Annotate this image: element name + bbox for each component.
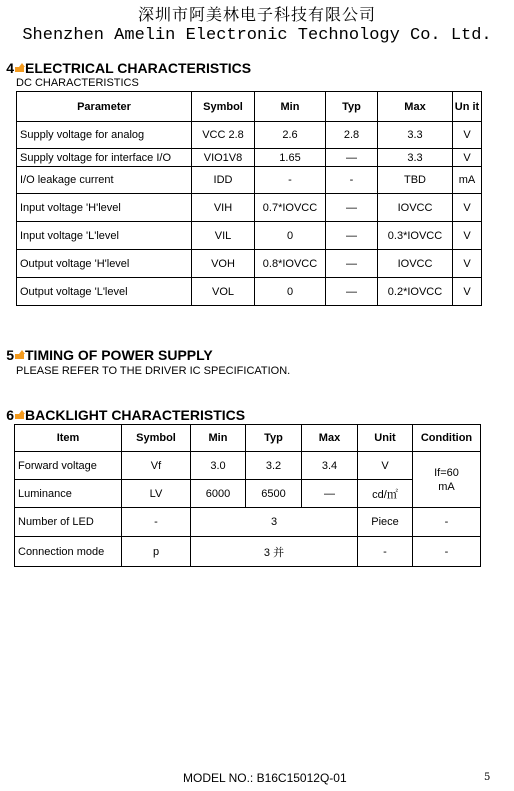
table-cell: mA [453, 167, 482, 194]
table-cell: 3.3 [378, 149, 453, 167]
header-cell: Max [378, 92, 453, 122]
table-cell: VIO1V8 [192, 149, 255, 167]
section-heading: BACKLIGHT CHARACTERISTICS [25, 407, 246, 423]
table-cell: IDD [192, 167, 255, 194]
footer-model-number: MODEL NO.: B16C15012Q-01 [183, 771, 347, 785]
table-cell: 2.8 [326, 122, 378, 149]
table-cell: Piece [358, 508, 413, 537]
page-number: 5 [484, 772, 491, 783]
section-title-timing [4, 347, 213, 363]
table-cell: IOVCC [378, 194, 453, 222]
table-cell: V [453, 122, 482, 149]
table-row [15, 480, 481, 508]
header-cell: Un it [453, 92, 482, 122]
table-cell: Number of LED [15, 508, 122, 537]
table-cell: — [326, 149, 378, 167]
table-cell: V [453, 278, 482, 306]
table-row [17, 122, 482, 149]
table-cell: Supply voltage for analog [17, 122, 192, 149]
table-row [15, 452, 481, 480]
table-cell: Supply voltage for interface I/O [17, 149, 192, 167]
section-heading: ELECTRICAL CHARACTERISTICS [25, 60, 252, 76]
header-cell: Symbol [122, 425, 191, 452]
table-cell: 3 [191, 508, 358, 537]
table-cell: - [413, 537, 481, 567]
header-cell: Min [191, 425, 246, 452]
table-cell: 0 [255, 222, 326, 250]
table-row [17, 222, 482, 250]
table-cell: - [122, 508, 191, 537]
table-row [17, 167, 482, 194]
table-cell: Output voltage 'L'level [17, 278, 192, 306]
table-cell: Input voltage 'H'level [17, 194, 192, 222]
table-cell: VOH [192, 250, 255, 278]
table-cell: 3.3 [378, 122, 453, 149]
table-cell: V [358, 452, 413, 480]
header-cell: Typ [246, 425, 302, 452]
table-cell: I/O leakage current [17, 167, 192, 194]
table-cell: 3.0 [191, 452, 246, 480]
table-cell: - [326, 167, 378, 194]
table-cell: 1.65 [255, 149, 326, 167]
table-row [17, 278, 482, 306]
table-row [17, 250, 482, 278]
table-cell: Connection mode [15, 537, 122, 567]
table-cell: 0.2*IOVCC [378, 278, 453, 306]
section-title-electrical [4, 60, 251, 76]
table-cell: 0.3*IOVCC [378, 222, 453, 250]
table-cell: IOVCC [378, 250, 453, 278]
header-cell: Min [255, 92, 326, 122]
table-cell: — [326, 250, 378, 278]
header-cell: Parameter [17, 92, 192, 122]
table-cell: V [453, 149, 482, 167]
orange-arrow-icon [15, 350, 24, 359]
section-heading: TIMING OF POWER SUPPLY [25, 347, 213, 363]
header-cell: Condition [413, 425, 481, 452]
table-header-row [17, 92, 482, 122]
orange-arrow-icon [15, 410, 24, 419]
section-subtitle-dc: DC CHARACTERISTICS [16, 77, 139, 89]
table-cell: 6500 [246, 480, 302, 508]
company-name-english: Shenzhen Amelin Electronic Technology Co. Ltd. [22, 26, 492, 45]
table-cell: V [453, 222, 482, 250]
table-row [15, 537, 481, 567]
table-cell: 2.6 [255, 122, 326, 149]
table-cell: V [453, 194, 482, 222]
header-cell: Typ [326, 92, 378, 122]
table-cell: — [326, 194, 378, 222]
table-cell: VCC 2.8 [192, 122, 255, 149]
section-number: 6 [6, 407, 14, 423]
header-cell: Item [15, 425, 122, 452]
header-cell: Max [302, 425, 358, 452]
company-name-chinese: 深圳市阿美林电子科技有限公司 [137, 5, 376, 24]
header-cell: Unit [358, 425, 413, 452]
table-cell: 0.8*IOVCC [255, 250, 326, 278]
table-cell: - [255, 167, 326, 194]
table-cell: VIH [192, 194, 255, 222]
table-cell: Vf [122, 452, 191, 480]
section-title-backlight [4, 407, 245, 423]
section-number: 5 [6, 347, 14, 363]
table-cell: LV [122, 480, 191, 508]
table-cell: cd/㎡ [358, 480, 413, 508]
table-cell: Luminance [15, 480, 122, 508]
table-cell: Forward voltage [15, 452, 122, 480]
table-row [15, 508, 481, 537]
table-cell: Output voltage 'H'level [17, 250, 192, 278]
table-cell: 0.7*IOVCC [255, 194, 326, 222]
condition-cell: If=60 mA [413, 452, 481, 508]
table-cell: 6000 [191, 480, 246, 508]
table-cell: VIL [192, 222, 255, 250]
section-note-timing: PLEASE REFER TO THE DRIVER IC SPECIFICATION. [16, 365, 291, 377]
table-header-row [15, 425, 481, 452]
table-cell: — [326, 222, 378, 250]
section-number: 4 [6, 60, 14, 76]
header-cell: Symbol [192, 92, 255, 122]
table-cell: p [122, 537, 191, 567]
dc-characteristics-table [16, 91, 482, 306]
orange-arrow-icon [15, 63, 24, 72]
table-cell: 3.2 [246, 452, 302, 480]
table-cell: Input voltage 'L'level [17, 222, 192, 250]
table-cell: - [358, 537, 413, 567]
table-cell: 3 并 [191, 537, 358, 567]
table-cell: — [302, 480, 358, 508]
table-cell: 0 [255, 278, 326, 306]
table-cell: — [326, 278, 378, 306]
table-row [17, 149, 482, 167]
table-row [17, 194, 482, 222]
table-cell: TBD [378, 167, 453, 194]
table-cell: VOL [192, 278, 255, 306]
table-cell: 3.4 [302, 452, 358, 480]
table-cell: - [413, 508, 481, 537]
table-cell: V [453, 250, 482, 278]
backlight-characteristics-table [14, 424, 481, 567]
